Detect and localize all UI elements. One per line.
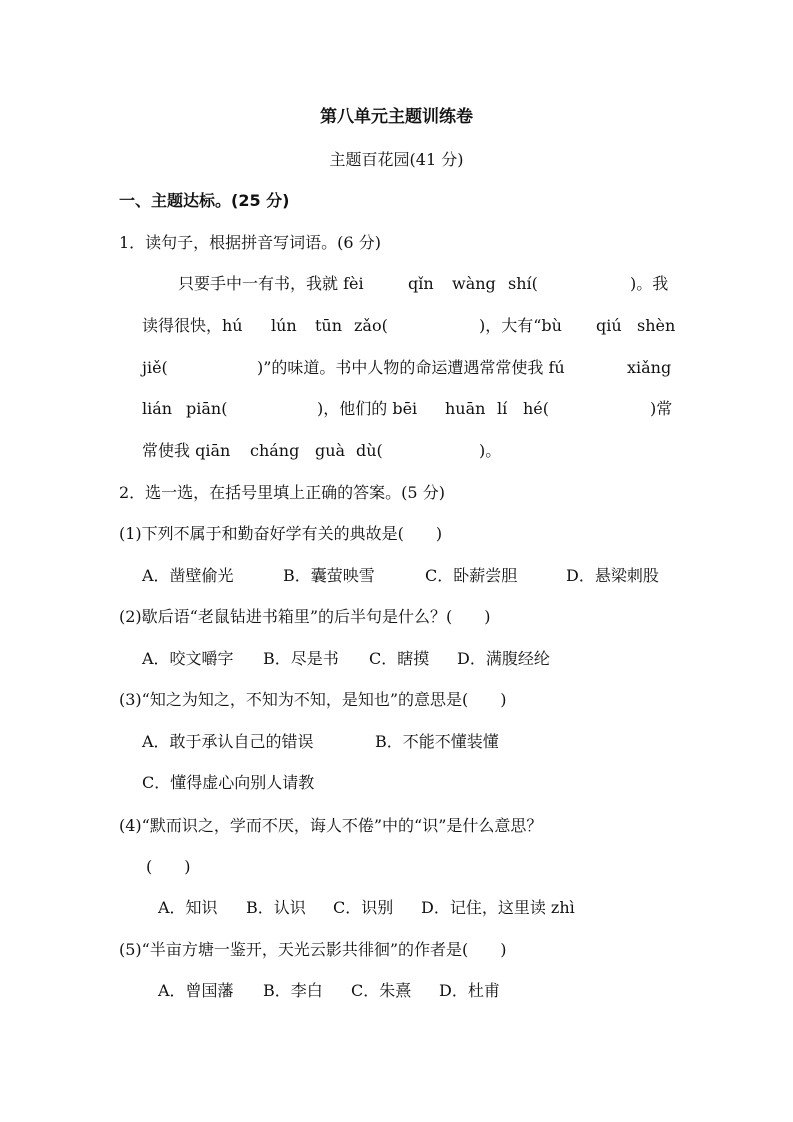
- q1-text: 读得很快，hú: [142, 316, 243, 335]
- q2-part-2-options: [0, 648, 793, 670]
- q2-part-2-stem: (2)歇后语“老鼠钻进书箱里”的后半句是什么？( ): [119, 607, 491, 626]
- q2-part-5-stem: (5)“半亩方塘一鉴开，天光云影共徘徊”的作者是( ): [119, 940, 507, 959]
- pinyin: guà: [315, 441, 346, 460]
- q2-part-5-options: [0, 980, 793, 1002]
- pinyin: wàng: [452, 274, 496, 293]
- option-c: C．瞎摸: [369, 649, 430, 668]
- pinyin: shèn: [637, 316, 676, 335]
- option-d: D．记住，这里读 zhì: [421, 898, 575, 917]
- q1-text: )”的味道。书中人物的命运遭遇常常使我 fú: [257, 358, 565, 377]
- pinyin-blank-open: shí(: [508, 274, 538, 293]
- q1-text: )。: [479, 441, 502, 460]
- option-a: A．曾国藩: [158, 981, 234, 1000]
- q1-text: 常使我 qiān: [142, 441, 231, 460]
- pinyin-blank-open: dù(: [356, 441, 383, 460]
- pinyin: qiú: [596, 316, 622, 335]
- pinyin-blank-open: piān(: [186, 399, 228, 418]
- section-heading: 一、主题达标。(25 分): [119, 191, 290, 210]
- q1-line-1: [0, 273, 793, 295]
- q1-line-4: [0, 398, 793, 420]
- option-c: C．朱熹: [351, 981, 412, 1000]
- pinyin: tūn: [315, 316, 343, 335]
- option-a: A．知识: [158, 898, 218, 917]
- option-d: D．杜甫: [439, 981, 500, 1000]
- pinyin-blank-open: zǎo(: [354, 316, 388, 335]
- option-a: A．咬文嚼字: [142, 649, 234, 668]
- pinyin: cháng: [250, 441, 300, 460]
- q2-part-3-stem: (3)“知之为知之，不知为不知，是知也”的意思是( ): [119, 690, 507, 709]
- option-b: B．囊萤映雪: [283, 566, 375, 585]
- pinyin: lí: [497, 399, 508, 418]
- q1-line-5: [0, 440, 793, 462]
- answer-paren: ( ): [146, 857, 191, 876]
- q1-text: )，大有“bù: [479, 316, 562, 335]
- page-title: 第八单元主题训练卷: [320, 107, 473, 127]
- pinyin: qǐn: [408, 274, 434, 293]
- pinyin-blank-open: jiě(: [142, 358, 168, 377]
- pinyin: xiǎng: [627, 358, 672, 377]
- pinyin: huān: [445, 399, 486, 418]
- q1-text: )。我: [630, 274, 669, 293]
- option-c: C．识别: [333, 898, 394, 917]
- option-d: D．悬梁刺股: [566, 566, 659, 585]
- q2-part-1-options: [0, 565, 793, 587]
- q1-text: )常: [650, 399, 673, 418]
- q1-text: )，他们的 bēi: [317, 399, 418, 418]
- pinyin: lún: [271, 316, 297, 335]
- option-b: B．认识: [246, 898, 306, 917]
- q1-text: 只要手中一有书，我就 fèi: [178, 274, 364, 293]
- section-subtitle: 主题百花园(41 分): [329, 150, 464, 169]
- option-b: B．李白: [263, 981, 323, 1000]
- q2-part-3-options-2: [0, 772, 793, 794]
- q2-heading: 2．选一选，在括号里填上正确的答案。(5 分): [119, 483, 445, 502]
- q2-part-4-stem: (4)“默而识之，学而不厌，诲人不倦”中的“识”是什么意思？: [119, 816, 543, 835]
- pinyin-blank-open: hé(: [523, 399, 550, 418]
- q1-line-3: [0, 357, 793, 379]
- pinyin: lián: [142, 399, 173, 418]
- option-d: D．满腹经纶: [457, 649, 550, 668]
- q2-part-3-options: [0, 731, 793, 753]
- option-b: B．尽是书: [263, 649, 339, 668]
- q1-line-2: [0, 315, 793, 337]
- q1-heading: 1．读句子，根据拼音写词语。(6 分): [119, 233, 381, 252]
- q2-part-4-options: [0, 897, 793, 919]
- option-b: B．不能不懂装懂: [375, 732, 499, 751]
- q2-part-1-stem: (1)下列不属于和勤奋好学有关的典故是( ): [119, 524, 443, 543]
- option-c: C．懂得虚心向别人请教: [142, 773, 315, 792]
- option-a: A．凿壁偷光: [142, 566, 234, 585]
- option-c: C．卧薪尝胆: [425, 566, 518, 585]
- option-a: A．敢于承认自己的错误: [142, 732, 314, 751]
